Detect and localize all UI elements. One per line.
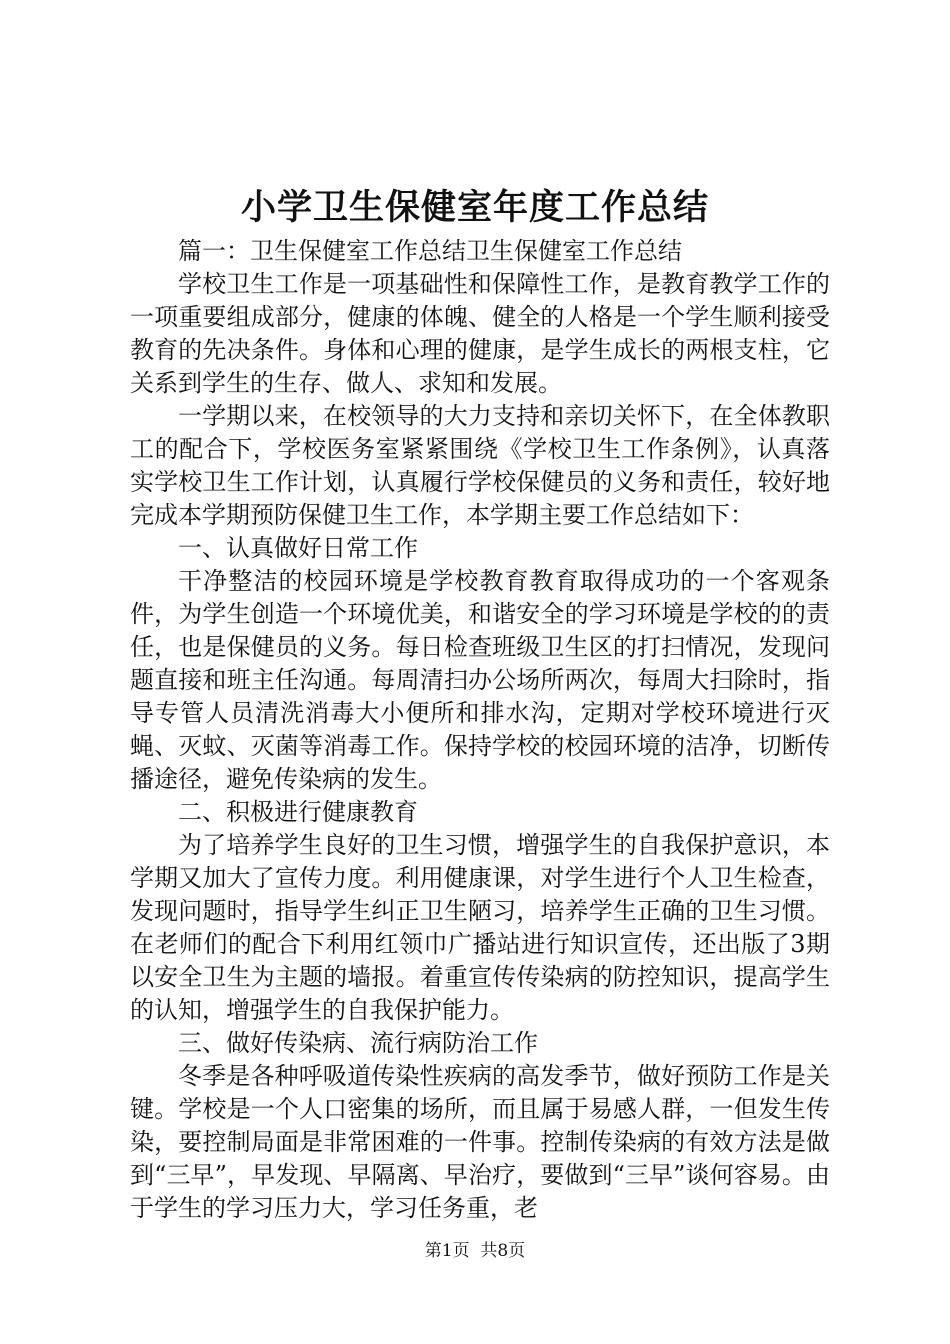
- body-paragraph: 干净整洁的校园环境是学校教育教育取得成功的一个客观条件，为学生创造一个环境优美，和谐安全的学习环境是学校的的责任，也是保健员的义务。每日检查班级卫生区的打扫情况，发现问题直接和班主任沟通。每周清扫办公场所两次，每周大扫除时，指导专管人员清洗消毒大小便所和排水沟，定期对学校环境进行灭蝇、灭蚊、灭菌等消毒工作。保持学校的校园环境的洁净，切断传播途径，避免传染病的发生。: [130, 567, 830, 793]
- section-heading: 一、认真做好日常工作: [178, 534, 418, 562]
- body-paragraph: 冬季是各种呼吸道传染性疾病的高发季节，做好预防工作是关键。学校是一个人口密集的场所，而且属于易感人群，一但发生传染，要控制局面是非常困难的一件事。控制传染病的有效方法是做到“三早”，早发现、早隔离、早治疗，要做到“三早”谈何容易。由于学生的学习压力大，学习任务重，老: [130, 1062, 830, 1222]
- section-heading: 三、做好传染病、流行病防治工作: [178, 1029, 538, 1057]
- document-title: 小学卫生保健室年度工作总结: [240, 187, 709, 228]
- article-heading: 篇一：卫生保健室工作总结卫生保健室工作总结: [178, 237, 682, 265]
- body-paragraph: 为了培养学生良好的卫生习惯，增强学生的自我保护意识，本学期又加大了宣传力度。利用健康课，对学生进行个人卫生检查，发现问题时，指导学生纠正卫生陋习，培养学生正确的卫生习惯。在老师们的配合下利用红领巾广播站进行知识宣传，还出版了3期以安全卫生为主题的墙报。着重宣传传染病的防控知识，提高学生的认知，增强学生的自我保护能力。: [130, 831, 830, 1024]
- body-paragraph: 一学期以来，在校领导的大力支持和亲切关怀下，在全体教职工的配合下，学校医务室紧紧围绕《学校卫生工作条例》，认真落实学校卫生工作计划，认真履行学校保健员的义务和责任，较好地完成本学期预防保健卫生工作，本学期主要工作总结如下：: [130, 402, 830, 529]
- page-number-footer: 第1页 共8页: [424, 1241, 526, 1261]
- section-heading: 二、积极进行健康教育: [178, 798, 418, 826]
- document-body: [130, 235, 830, 1225]
- body-paragraph: 学校卫生工作是一项基础性和保障性工作，是教育教学工作的一项重要组成部分，健康的体魄、健全的人格是一个学生顺利接受教育的先决条件。身体和心理的健康，是学生成长的两根支柱，它关系到学生的生存、做人、求知和发展。: [130, 270, 830, 397]
